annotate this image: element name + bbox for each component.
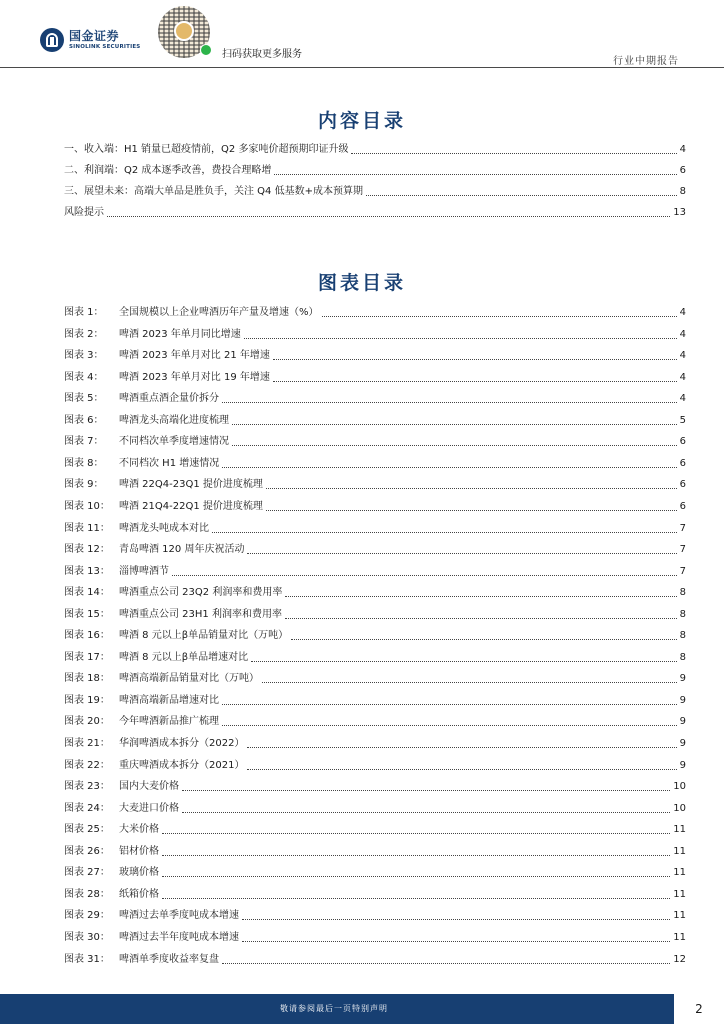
figure-number: 图表 14：: [64, 587, 110, 599]
figure-number: 图表 25：: [64, 824, 110, 836]
figure-number: 图表 2：: [64, 328, 104, 340]
figure-number: 图表 8：: [64, 457, 104, 469]
report-type-label: 行业中期报告: [613, 56, 679, 67]
figure-item[interactable]: [64, 650, 686, 664]
header-divider: [0, 67, 724, 68]
toc-item-page: 4: [679, 144, 686, 155]
dot-leader: [162, 876, 670, 877]
figure-item[interactable]: [64, 671, 686, 685]
toc-item-page: 8: [679, 186, 686, 197]
figure-number: 图表 7：: [64, 436, 104, 448]
company-logo: [40, 28, 140, 52]
figure-label: 青岛啤酒 120 周年庆祝活动: [119, 544, 245, 556]
dot-leader: [291, 639, 677, 640]
figure-number: 图表 29：: [64, 910, 110, 922]
dot-leader: [107, 216, 670, 217]
toc-item-page: 13: [673, 207, 686, 218]
figure-label: 今年啤酒新品推广梳理: [119, 716, 219, 728]
dot-leader: [222, 467, 676, 468]
dot-leader: [285, 618, 677, 619]
figure-item[interactable]: [64, 779, 686, 793]
dot-leader: [351, 153, 676, 154]
figure-page: 11: [673, 888, 686, 900]
figure-label: 大麦进口价格: [119, 802, 179, 814]
figure-label: 啤酒重点酒企量价拆分: [119, 393, 219, 405]
figure-item[interactable]: [64, 930, 686, 944]
figure-item[interactable]: [64, 693, 686, 707]
figure-number: 图表 4：: [64, 371, 104, 383]
figure-label: 国内大麦价格: [119, 781, 179, 793]
figure-item[interactable]: [64, 456, 686, 470]
figure-label: 华润啤酒成本拆分（2022）: [119, 738, 245, 749]
qr-code-icon[interactable]: [158, 6, 210, 58]
dot-leader: [366, 195, 677, 196]
figure-number: 图表 21：: [64, 738, 110, 749]
figure-page: 9: [679, 673, 686, 685]
toc-item-label: 一、收入端：H1 销量已超疫情前，Q2 多家吨价超预期印证升级: [64, 144, 349, 155]
figure-number: 图表 30：: [64, 931, 110, 943]
dot-leader: [273, 359, 677, 360]
figure-label: 啤酒高端新品销量对比（万吨）: [119, 673, 259, 685]
figure-label: 不同档次 H1 增速情况: [119, 457, 220, 469]
dot-leader: [247, 769, 676, 770]
dot-leader: [266, 488, 677, 489]
figure-page: 4: [679, 328, 686, 340]
figure-label: 啤酒龙头吨成本对比: [119, 522, 209, 534]
dot-leader: [232, 445, 677, 446]
figure-label: 不同档次单季度增速情况: [119, 436, 229, 448]
dot-leader: [182, 790, 670, 791]
figure-number: 图表 27：: [64, 867, 110, 879]
toc-title: 内容目录: [317, 110, 406, 132]
dot-leader: [251, 661, 677, 662]
logo-icon: [40, 28, 64, 52]
figure-label: 啤酒 2023 年单月对比 19 年增速: [119, 371, 270, 383]
figure-item[interactable]: [64, 585, 686, 599]
logo-cn-text: 国金证券: [69, 28, 120, 43]
dot-leader: [244, 338, 677, 339]
figure-number: 图表 3：: [64, 350, 104, 362]
figure-number: 图表 1：: [64, 307, 104, 318]
dot-leader: [262, 682, 677, 683]
figure-label: 啤酒高端新品增速对比: [119, 694, 219, 706]
toc-item-label: 风险提示: [64, 207, 104, 218]
figure-page: 10: [673, 781, 686, 793]
dot-leader: [266, 510, 677, 511]
dot-leader: [182, 812, 670, 813]
figure-number: 图表 18：: [64, 673, 110, 685]
dot-leader: [322, 316, 677, 317]
figure-item[interactable]: [64, 822, 686, 836]
dot-leader: [222, 725, 677, 726]
figure-item[interactable]: [64, 391, 686, 405]
figure-item[interactable]: [64, 564, 686, 578]
dot-leader: [212, 532, 677, 533]
figure-item[interactable]: [64, 736, 686, 750]
dot-leader: [222, 963, 670, 964]
figure-item[interactable]: [64, 714, 686, 728]
figure-item[interactable]: [64, 758, 686, 772]
figure-page: 11: [673, 931, 686, 943]
figure-page: 11: [673, 845, 686, 857]
dot-leader: [242, 941, 670, 942]
figure-page: 8: [679, 651, 686, 663]
figure-page: 4: [679, 307, 686, 318]
figure-label: 啤酒重点公司 23H1 利润率和费用率: [119, 608, 282, 620]
figure-number: 图表 19：: [64, 694, 110, 706]
figure-label: 淄博啤酒节: [119, 565, 169, 577]
figure-label: 玻璃价格: [119, 867, 159, 879]
figure-number: 图表 9：: [64, 479, 104, 491]
figure-number: 图表 16：: [64, 630, 110, 642]
scan-prompt: 扫码获取更多服务: [222, 49, 302, 60]
figure-label: 啤酒龙头高端化进度梳理: [119, 414, 229, 426]
figure-item[interactable]: [64, 370, 686, 384]
figure-page: 11: [673, 867, 686, 879]
figure-number: 图表 12：: [64, 544, 110, 556]
figure-number: 图表 20：: [64, 716, 110, 728]
figure-number: 图表 22：: [64, 759, 110, 771]
figure-number: 图表 17：: [64, 651, 110, 663]
dot-leader: [222, 402, 677, 403]
figure-item[interactable]: [64, 348, 686, 362]
qr-center-logo: [174, 21, 194, 41]
figure-page: 9: [679, 759, 686, 771]
figure-page: 4: [679, 393, 686, 405]
figure-item[interactable]: [64, 305, 686, 319]
figure-item[interactable]: [64, 801, 686, 815]
dot-leader: [274, 174, 676, 175]
figure-item[interactable]: [64, 607, 686, 621]
figure-label: 啤酒过去单季度吨成本增速: [119, 910, 239, 922]
figure-page: 8: [679, 630, 686, 642]
figure-item[interactable]: [64, 952, 686, 966]
dot-leader: [273, 381, 677, 382]
figure-label: 啤酒单季度收益率复盘: [119, 953, 219, 965]
figure-page: 6: [679, 457, 686, 469]
figure-page: 6: [679, 436, 686, 448]
figure-number: 图表 23：: [64, 781, 110, 793]
figure-page: 7: [679, 565, 686, 577]
figure-item[interactable]: [64, 542, 686, 556]
figure-label: 啤酒 2023 年单月对比 21 年增速: [119, 350, 270, 362]
figure-item[interactable]: [64, 499, 686, 513]
toc-item-label: 二、利润端：Q2 成本逐季改善，费投合理略增: [64, 165, 272, 176]
toc-item[interactable]: [64, 184, 686, 198]
figure-page: 7: [679, 522, 686, 534]
toc-item[interactable]: [64, 205, 686, 219]
figure-page: 10: [673, 802, 686, 814]
figure-label: 啤酒 8 元以上β单品销量对比（万吨）: [119, 630, 289, 642]
figure-item[interactable]: [64, 521, 686, 535]
figure-page: 7: [679, 544, 686, 556]
figure-page: 11: [673, 824, 686, 836]
figure-label: 啤酒过去半年度吨成本增速: [119, 931, 239, 943]
figure-number: 图表 24：: [64, 802, 110, 814]
figure-item[interactable]: [64, 844, 686, 858]
figure-page: 6: [679, 500, 686, 512]
figure-item[interactable]: [64, 908, 686, 922]
figure-label: 啤酒 2023 年单月同比增速: [119, 328, 241, 340]
figure-number: 图表 26：: [64, 845, 110, 857]
figure-page: 9: [679, 694, 686, 706]
figure-page: 8: [679, 587, 686, 599]
figure-number: 图表 28：: [64, 888, 110, 900]
figure-label: 啤酒 8 元以上β单品增速对比: [119, 651, 249, 663]
dot-leader: [242, 919, 670, 920]
figure-item[interactable]: [64, 887, 686, 901]
wechat-badge-icon: [200, 44, 212, 56]
dot-leader: [162, 833, 670, 834]
dot-leader: [232, 424, 677, 425]
figure-number: 图表 31：: [64, 953, 110, 965]
figure-page: 6: [679, 479, 686, 491]
dot-leader: [247, 747, 676, 748]
figure-number: 图表 13：: [64, 565, 110, 577]
toc-item[interactable]: [64, 163, 686, 177]
figure-label: 啤酒 21Q4-22Q1 提价进度梳理: [119, 500, 263, 512]
figure-label: 铝材价格: [119, 845, 159, 857]
figure-page: 11: [673, 910, 686, 922]
dot-leader: [172, 575, 677, 576]
dot-leader: [285, 596, 676, 597]
toc-item-label: 三、展望未来：高端大单品是胜负手，关注 Q4 低基数+成本预算期: [64, 186, 363, 197]
figure-page: 4: [679, 350, 686, 362]
figure-number: 图表 5：: [64, 393, 104, 405]
figure-label: 全国规模以上企业啤酒历年产量及增速（%）: [119, 307, 319, 318]
figure-item[interactable]: [64, 413, 686, 427]
page-header: [0, 0, 724, 70]
figure-label: 重庆啤酒成本拆分（2021）: [119, 759, 245, 771]
figure-label: 大米价格: [119, 824, 159, 836]
figure-item[interactable]: [64, 327, 686, 341]
figure-number: 图表 10：: [64, 500, 110, 512]
dot-leader: [162, 855, 670, 856]
page-number: 2: [674, 994, 724, 1024]
figure-label: 纸箱价格: [119, 888, 159, 900]
figure-page: 8: [679, 608, 686, 620]
figure-page: 9: [679, 738, 686, 749]
footer-disclaimer[interactable]: 敬请参阅最后一页特别声明: [280, 1004, 388, 1013]
toc-item[interactable]: [64, 142, 686, 156]
figure-page: 12: [673, 953, 686, 965]
figure-label: 啤酒重点公司 23Q2 利润率和费用率: [119, 587, 283, 599]
dot-leader: [162, 898, 670, 899]
figure-number: 图表 15：: [64, 608, 110, 620]
dot-leader: [222, 704, 677, 705]
page-footer: [0, 994, 724, 1024]
figure-number: 图表 11：: [64, 522, 110, 534]
toc-item-page: 6: [679, 165, 686, 176]
dot-leader: [247, 553, 676, 554]
figure-page: 4: [679, 371, 686, 383]
figure-item[interactable]: [64, 865, 686, 879]
figure-number: 图表 6：: [64, 414, 104, 426]
figure-page: 5: [679, 414, 686, 426]
figure-page: 9: [679, 716, 686, 728]
figure-item[interactable]: [64, 628, 686, 642]
figure-label: 啤酒 22Q4-23Q1 提价进度梳理: [119, 479, 263, 491]
figure-item[interactable]: [64, 477, 686, 491]
figure-list-title: 图表目录: [317, 272, 406, 294]
figure-item[interactable]: [64, 434, 686, 448]
logo-en-text: SINOLINK SECURITIES: [69, 43, 141, 50]
